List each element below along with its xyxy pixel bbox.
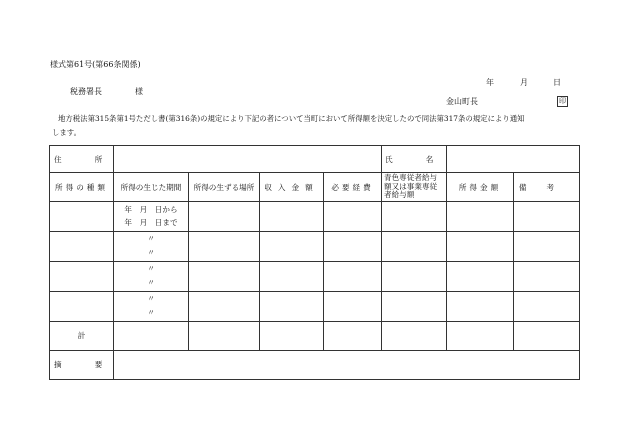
remarks-cell[interactable] bbox=[514, 202, 580, 232]
address-field[interactable] bbox=[114, 146, 382, 173]
expenses-cell[interactable] bbox=[324, 202, 382, 232]
total-remarks-cell[interactable] bbox=[514, 321, 580, 350]
col-remarks: 備考 bbox=[514, 173, 580, 202]
issuer-name: 金山町長 bbox=[446, 97, 478, 106]
total-revenue-cell[interactable] bbox=[260, 321, 324, 350]
total-expenses-cell[interactable] bbox=[324, 321, 382, 350]
remarks-cell[interactable] bbox=[514, 291, 580, 321]
summary-label: 摘 要 bbox=[50, 350, 114, 379]
remarks-cell[interactable] bbox=[514, 261, 580, 291]
income-table bbox=[49, 145, 580, 380]
period-cell[interactable] bbox=[114, 232, 189, 262]
ditto-mark: 〃 bbox=[147, 263, 155, 273]
income-type-cell[interactable] bbox=[50, 232, 114, 262]
addressee-honorific: 様 bbox=[135, 87, 143, 96]
revenue-cell[interactable] bbox=[260, 202, 324, 232]
ditto-mark: 〃 bbox=[147, 308, 155, 318]
body-text-line1: 地方税法第315条第1号ただし書(第316条)の規定により下記の者について当町において所得額を決定したので同法第317条の規定により通知 bbox=[58, 114, 525, 123]
col-income-place: 所得の生ずる場所 bbox=[189, 173, 260, 202]
col-expenses: 必要経費 bbox=[324, 173, 382, 202]
place-cell[interactable] bbox=[189, 261, 260, 291]
official-seal-box: 印 bbox=[559, 97, 566, 105]
form-number: 様式第61号(第66条関係) bbox=[50, 60, 141, 69]
body-text-line2: します。 bbox=[52, 128, 81, 137]
income-type-cell[interactable] bbox=[50, 291, 114, 321]
remarks-cell[interactable] bbox=[514, 232, 580, 262]
header-row bbox=[50, 173, 580, 202]
table-row bbox=[50, 232, 580, 262]
date-year: 年 bbox=[486, 78, 494, 87]
date-day: 日 bbox=[553, 78, 561, 87]
col-family-salary: 青色専従者給与額又は事業専従者給与額 bbox=[382, 173, 447, 202]
total-row bbox=[50, 321, 580, 350]
total-period-cell[interactable] bbox=[114, 321, 189, 350]
total-label: 計 bbox=[50, 321, 114, 350]
addressee-office: 税務署長 bbox=[70, 87, 102, 96]
period-cell[interactable] bbox=[114, 261, 189, 291]
col-income-period: 所得の生じた期間 bbox=[114, 173, 189, 202]
col-revenue: 収入金額 bbox=[260, 173, 324, 202]
total-family-salary-cell[interactable] bbox=[382, 321, 447, 350]
period-cell[interactable] bbox=[114, 202, 189, 232]
table-row bbox=[50, 261, 580, 291]
period-from: 年 月 日から bbox=[124, 205, 178, 215]
summary-field[interactable] bbox=[114, 350, 580, 379]
place-cell[interactable] bbox=[189, 232, 260, 262]
income-type-cell[interactable] bbox=[50, 202, 114, 232]
expenses-cell[interactable] bbox=[324, 232, 382, 262]
ditto-mark: 〃 bbox=[147, 248, 155, 258]
income-amount-cell[interactable] bbox=[447, 261, 514, 291]
col-income-amount: 所得金額 bbox=[447, 173, 514, 202]
name-field[interactable] bbox=[447, 146, 580, 173]
col-income-type: 所得の種類 bbox=[50, 173, 114, 202]
income-type-cell[interactable] bbox=[50, 261, 114, 291]
income-amount-cell[interactable] bbox=[447, 202, 514, 232]
remarks-row bbox=[50, 350, 580, 379]
family-salary-cell[interactable] bbox=[382, 202, 447, 232]
ditto-mark: 〃 bbox=[147, 234, 155, 243]
revenue-cell[interactable] bbox=[260, 232, 324, 262]
expenses-cell[interactable] bbox=[324, 261, 382, 291]
name-label: 氏 名 bbox=[382, 146, 447, 173]
period-to: 年 月 日まで bbox=[124, 217, 178, 227]
ditto-mark: 〃 bbox=[147, 278, 155, 288]
address-label: 住 所 bbox=[50, 146, 114, 173]
family-salary-cell[interactable] bbox=[382, 261, 447, 291]
total-income-amount-cell[interactable] bbox=[447, 321, 514, 350]
family-salary-cell[interactable] bbox=[382, 291, 447, 321]
income-amount-cell[interactable] bbox=[447, 291, 514, 321]
table-row bbox=[50, 291, 580, 321]
total-place-cell[interactable] bbox=[189, 321, 260, 350]
expenses-cell[interactable] bbox=[324, 291, 382, 321]
address-name-row bbox=[50, 146, 580, 173]
date-month: 月 bbox=[520, 78, 528, 87]
table-row bbox=[50, 202, 580, 232]
ditto-mark: 〃 bbox=[147, 293, 155, 303]
period-cell[interactable] bbox=[114, 291, 189, 321]
place-cell[interactable] bbox=[189, 291, 260, 321]
family-salary-cell[interactable] bbox=[382, 232, 447, 262]
revenue-cell[interactable] bbox=[260, 261, 324, 291]
place-cell[interactable] bbox=[189, 202, 260, 232]
income-amount-cell[interactable] bbox=[447, 232, 514, 262]
revenue-cell[interactable] bbox=[260, 291, 324, 321]
